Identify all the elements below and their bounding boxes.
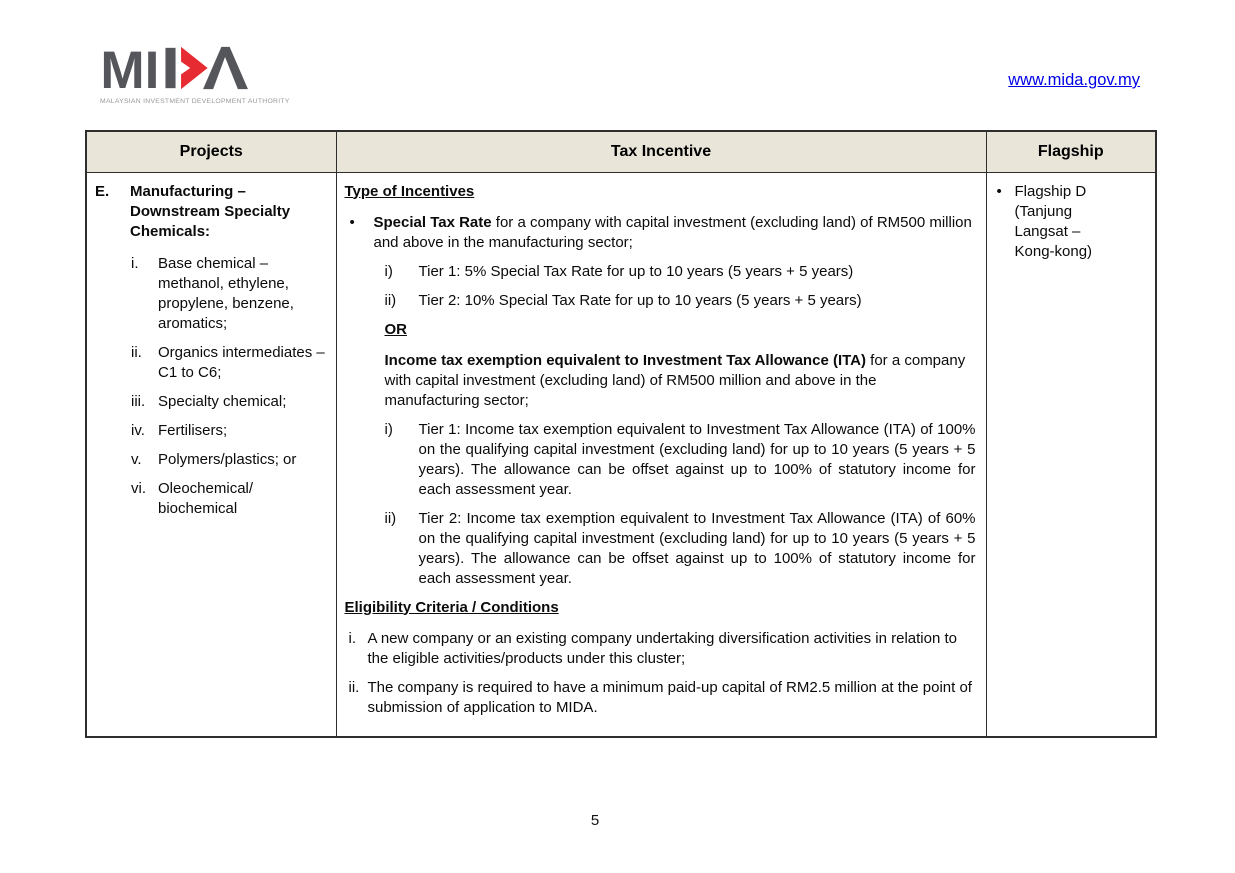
list-marker: iii. [131,392,146,410]
list-text: Tier 2: 10% Special Tax Rate for up to 10 years (5 years + 5 years) [418,291,862,309]
or-separator: OR [384,320,407,338]
list-item [131,392,328,412]
list-item [385,291,976,311]
list-text: Base chemical – methanol, ethylene, propylene, benzene, aromatics; [158,254,294,332]
list-marker: iv. [131,421,145,439]
list-marker: ii) [384,509,397,527]
project-title: Manufacturing – Downstream Specialty Chemicals: [130,182,291,240]
website-link[interactable]: www.mida.gov.my [1008,71,1140,89]
flagship-cell [986,172,1156,737]
list-text: Tier 1: 5% Special Tax Rate for up to 10 years (5 years + 5 years) [418,262,854,280]
mida-logo-mark [100,46,252,90]
list-item [131,254,328,334]
incentives-table [85,130,1157,738]
list-item [131,450,328,470]
list-marker: ii. [131,343,142,361]
list-marker: ii) [384,291,397,309]
svg-text:MI: MI [100,46,160,90]
list-marker: i) [384,420,393,438]
list-text: Polymers/plastics; or [158,450,297,468]
column-header-flagship: Flagship [986,131,1156,172]
mida-logo [100,46,290,105]
ita-paragraph [385,351,976,411]
special-tax-lead: Special Tax Rate [373,213,492,231]
project-letter: E. [95,182,110,200]
bullet-icon: • [996,182,1002,200]
list-marker: ii. [348,678,360,696]
list-text: Oleochemical/ biochemical [158,479,254,517]
table-header-row [86,131,1156,172]
list-item [385,262,976,282]
list-text: A new company or an existing company undertaking diversification activities in relation to the eligible activities/products under this cluster; [367,629,957,667]
projects-cell [86,172,336,737]
type-of-incentives-heading: Type of Incentives [344,182,475,200]
flagship-text: Flagship D (Tanjung Langsat – Kong-kong) [1014,182,1093,260]
list-item [131,343,328,383]
list-item [131,421,328,441]
list-item [345,678,976,718]
eligibility-heading: Eligibility Criteria / Conditions [344,598,559,616]
column-header-projects: Projects [86,131,336,172]
list-text: Fertilisers; [158,421,228,439]
list-marker: i. [131,254,139,272]
logo-tagline: MALAYSIAN INVESTMENT DEVELOPMENT AUTHORITY [100,98,290,105]
list-text: Tier 2: Income tax exemption equivalent to Investment Tax Allowance (ITA) of 60% on the qualifying capital investment (excluding land) for up to 10 years (5 years + 5 years). The allowance can be offset against up to 100% of statutory income for each assessment year. [418,509,976,587]
ita-rest: for a company with capital investment (excluding land) of RM500 million and above in the manufacturing sector; [384,351,966,409]
list-text: Organics intermediates – C1 to C6; [158,343,325,381]
project-activity-list [95,254,328,519]
list-item [131,479,328,519]
list-marker: v. [131,450,142,468]
list-text: Tier 1: Income tax exemption equivalent to Investment Tax Allowance (ITA) of 100% on the qualifying capital investment (excluding land) for up to 10 years (5 years + 5 years). The allowance can be offset against up to 100% of statutory income for each assessment year. [418,420,976,498]
column-header-tax-incentive: Tax Incentive [336,131,986,172]
special-tax-rest: for a company with capital investment (excluding land) of RM500 million and above in the manufacturing sector; [373,213,972,251]
project-title-row [95,182,328,242]
list-marker: i) [384,262,393,280]
list-marker: vi. [131,479,146,497]
special-tax-item [345,213,976,253]
list-marker: i. [348,629,356,647]
ita-lead: Income tax exemption equivalent to Investment Tax Allowance (ITA) [384,351,866,369]
tax-incentive-cell [336,172,986,737]
list-item [345,629,976,669]
table-row [86,172,1156,737]
flagship-item [987,182,1111,262]
list-item [385,509,976,589]
page-number: 5 [590,812,600,829]
special-tax-text [374,213,976,253]
bullet-icon: • [349,213,355,231]
list-text: Specialty chemical; [158,392,287,410]
list-text: The company is required to have a minimum paid-up capital of RM2.5 million at the point of submission of application to MIDA. [367,678,972,716]
list-item [385,420,976,500]
